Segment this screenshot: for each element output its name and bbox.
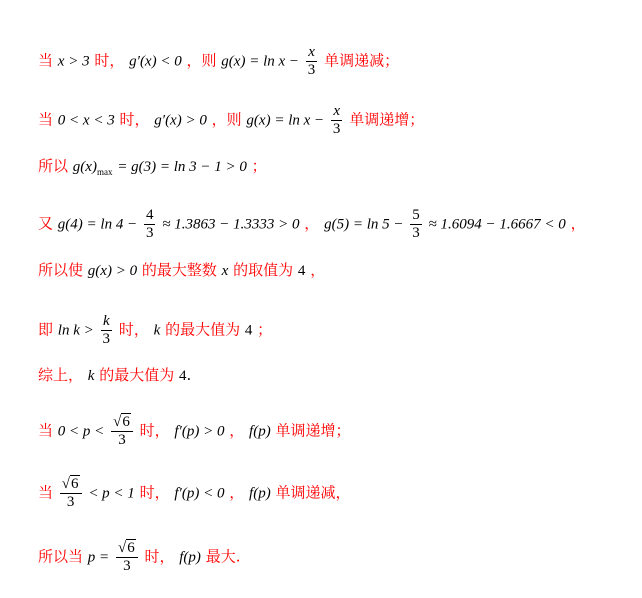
math: x > 3 xyxy=(57,53,90,70)
text: 单调递增； xyxy=(349,110,425,129)
sqrt-icon: √ xyxy=(113,414,122,430)
denominator: 3 xyxy=(123,558,131,574)
text: 所以 xyxy=(38,157,69,175)
radicand: 6 xyxy=(122,414,130,430)
subscript: max xyxy=(96,167,113,177)
numerator: x xyxy=(306,44,318,62)
math: 4 xyxy=(297,263,306,279)
text: . xyxy=(186,366,192,384)
math: 0 < x < 3 xyxy=(57,112,115,129)
math: g(x) > 0 xyxy=(87,263,138,279)
text: 所以使 xyxy=(38,261,84,279)
text: ， xyxy=(304,214,320,233)
solution-line-3 xyxy=(38,156,267,182)
solution-line-6 xyxy=(38,313,272,348)
numerator: 4 xyxy=(145,207,154,223)
numerator xyxy=(60,476,82,494)
radicand: 6 xyxy=(127,540,135,556)
text: 时， xyxy=(119,110,150,129)
numerator xyxy=(111,414,133,432)
denominator: 3 xyxy=(102,331,111,347)
math: ln k > xyxy=(57,322,94,339)
math: k xyxy=(153,322,161,339)
math: g(4) = ln 4 − xyxy=(57,216,138,233)
solution-line-7 xyxy=(38,365,191,386)
text: ， xyxy=(229,421,245,440)
text: 时， xyxy=(118,320,149,339)
text: 时， xyxy=(94,51,125,70)
text: 又 xyxy=(38,214,54,233)
solution-line-1 xyxy=(38,44,399,79)
math: 4 xyxy=(179,368,187,384)
fraction xyxy=(331,103,343,138)
numerator: k xyxy=(101,313,113,331)
denominator: 3 xyxy=(118,432,126,448)
numerator: x xyxy=(331,103,343,121)
text: 单调递减； xyxy=(324,51,400,70)
math: p = xyxy=(87,549,110,566)
math: g′(x) < 0 xyxy=(129,53,182,70)
text: 综上， xyxy=(38,366,84,384)
radicand: 6 xyxy=(71,476,79,492)
text: 当 xyxy=(38,51,54,70)
math: 4 xyxy=(244,322,253,339)
solution-line-8 xyxy=(38,414,351,449)
math: k xyxy=(87,368,95,384)
fraction xyxy=(60,476,82,511)
text: 时， xyxy=(139,483,170,502)
solution-line-2 xyxy=(38,103,424,138)
text: 的最大值为 xyxy=(99,366,175,384)
text: ，则 xyxy=(211,110,242,129)
fraction xyxy=(410,207,422,242)
text: ， xyxy=(310,261,326,279)
fraction xyxy=(111,414,133,449)
denominator: 3 xyxy=(66,494,75,510)
math: f(p) xyxy=(179,549,201,566)
math: ≈ 1.3863 − 1.3333 > 0 xyxy=(162,216,300,233)
text: 所以当 xyxy=(38,547,84,566)
fraction xyxy=(116,540,138,575)
solution-line-9 xyxy=(38,476,351,511)
fraction xyxy=(144,207,156,242)
text: ，则 xyxy=(186,51,217,70)
math: ≈ 1.6094 − 1.6667 < 0 xyxy=(428,216,566,233)
math: x xyxy=(221,263,229,279)
text: 时， xyxy=(139,421,170,440)
math: g(5) = ln 5 − xyxy=(324,216,404,233)
math: f(p) xyxy=(249,485,271,502)
math: g(x) xyxy=(72,159,97,175)
denominator: 3 xyxy=(332,121,341,137)
denominator: 3 xyxy=(145,225,154,241)
fraction xyxy=(306,44,318,79)
math: f′(p) > 0 xyxy=(174,423,225,440)
text: 单调递增； xyxy=(275,421,351,440)
math: g′(x) > 0 xyxy=(154,112,207,129)
numerator xyxy=(116,540,138,558)
math: 0 < p < xyxy=(57,423,105,440)
text: 当 xyxy=(38,110,54,129)
text: ； xyxy=(251,157,267,175)
text: 单调递减， xyxy=(275,483,351,502)
math: g(x) = ln x − xyxy=(221,53,300,70)
math: = g(3) = ln 3 − 1 > 0 xyxy=(117,159,247,175)
text: ， xyxy=(570,214,586,233)
solution-line-4 xyxy=(38,207,586,242)
sqrt-icon: √ xyxy=(61,476,71,492)
text: 最大. xyxy=(205,547,241,566)
sqrt-icon: √ xyxy=(117,540,127,556)
text: 的取值为 xyxy=(233,261,294,279)
text: 当 xyxy=(38,421,54,440)
fraction xyxy=(101,313,113,348)
text: 即 xyxy=(38,320,54,339)
text: 时， xyxy=(144,547,175,566)
text: 的最大整数 xyxy=(141,261,217,279)
solution-line-10 xyxy=(38,540,241,575)
denominator: 3 xyxy=(307,62,316,78)
solution-line-5 xyxy=(38,260,325,281)
math: g(x) = ln x − xyxy=(246,112,325,129)
text: ； xyxy=(257,320,273,339)
text: ， xyxy=(229,483,245,502)
denominator: 3 xyxy=(412,225,420,241)
text: 的最大值为 xyxy=(165,320,241,339)
math: < p < 1 xyxy=(88,485,135,502)
text: 当 xyxy=(38,483,54,502)
math: f(p) xyxy=(249,423,271,440)
numerator: 5 xyxy=(412,207,420,223)
math: f′(p) < 0 xyxy=(174,485,225,502)
